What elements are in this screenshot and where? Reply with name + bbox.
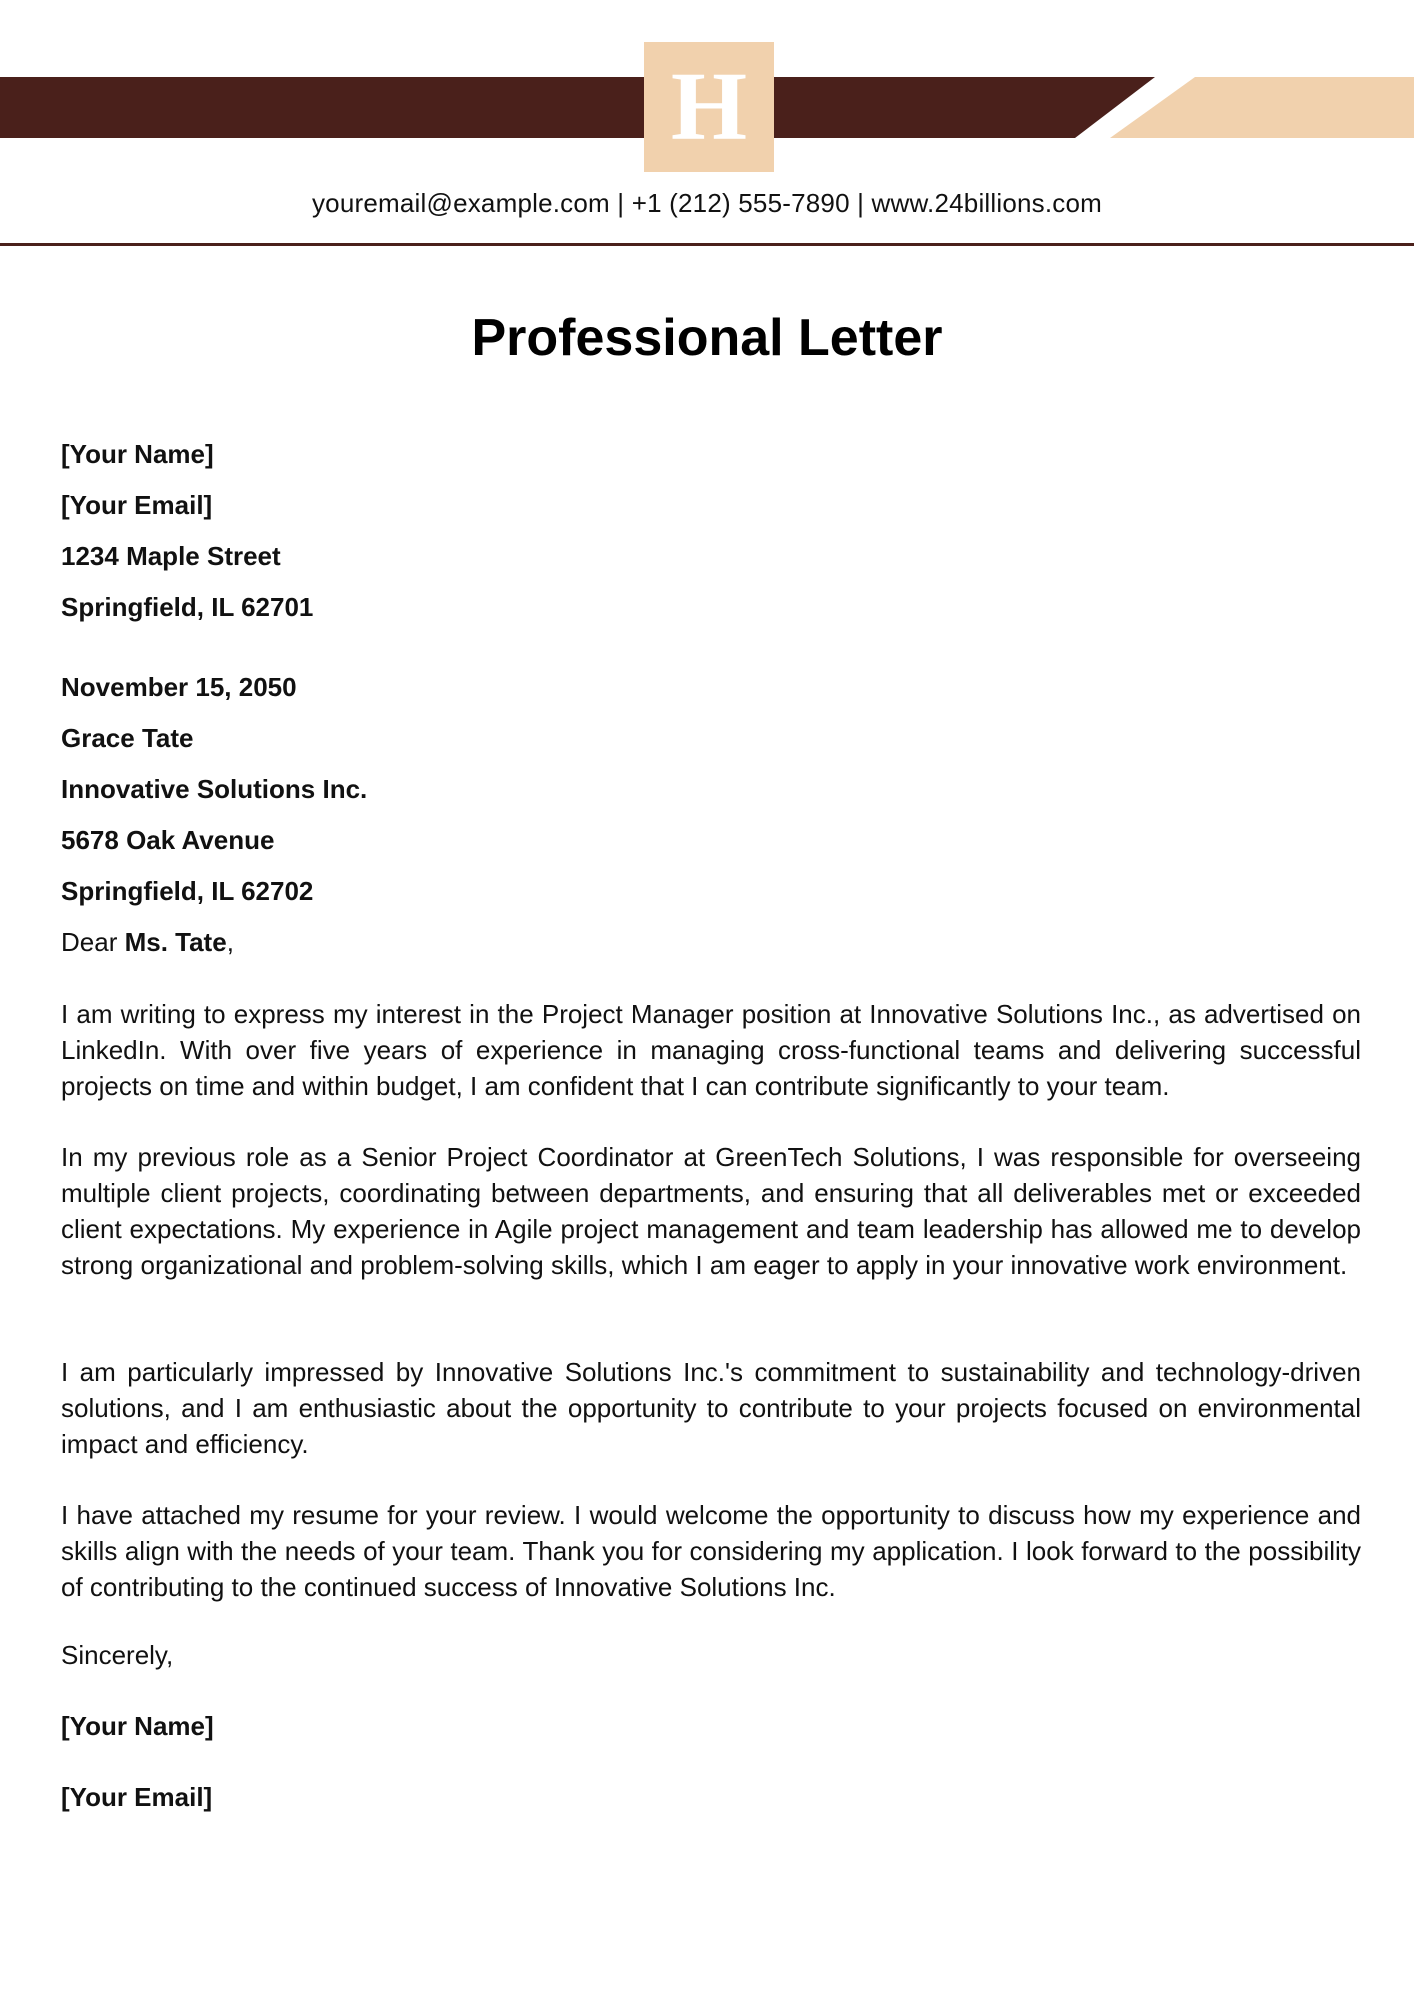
body-paragraph-1: I am writing to express my interest in the Project Manager position at Innovative Solutions Inc., as advertised on LinkedIn. With over five years of experience in managing cross-functional teams and delivering successful projects on time and within budget, I am confident that I can contribute significantly to your team. (61, 999, 1361, 1101)
sender-block (61, 429, 1361, 633)
signature-name: [Your Name] (61, 1711, 214, 1741)
salutation-name: Ms. Tate (124, 927, 227, 957)
signature-email: [Your Email] (61, 1782, 213, 1812)
sender-street: 1234 Maple Street (61, 541, 281, 571)
header-divider (0, 243, 1414, 246)
header-band-dark (0, 77, 1155, 138)
body-paragraph-3: I am particularly impressed by Innovative Solutions Inc.'s commitment to sustainability and technology-driven solutions, and I am enthusiastic about the opportunity to contribute to your projects focused on environmental impact and efficiency. (61, 1357, 1361, 1459)
recipient-name: Grace Tate (61, 723, 194, 753)
recipient-block (61, 662, 1361, 917)
closing: Sincerely, (61, 1640, 174, 1670)
sender-email: [Your Email] (61, 490, 213, 520)
sender-city: Springfield, IL 62701 (61, 592, 314, 622)
letter-date: November 15, 2050 (61, 672, 297, 702)
body-paragraph-4: I have attached my resume for your review. I would welcome the opportunity to discuss how my experience and skills align with the needs of your team. Thank you for considering my application. I look forward to the possibility of contributing to the continued success of Innovative Solutions Inc. (61, 1500, 1361, 1602)
recipient-city: Springfield, IL 62702 (61, 876, 314, 906)
recipient-company: Innovative Solutions Inc. (61, 774, 368, 804)
logo-letter: H (670, 53, 748, 161)
sender-name: [Your Name] (61, 439, 214, 469)
salutation-suffix: , (226, 927, 234, 957)
salutation (61, 917, 234, 968)
recipient-street: 5678 Oak Avenue (61, 825, 275, 855)
page-title: Professional Letter (471, 309, 943, 367)
logo-monogram (644, 42, 774, 172)
salutation-prefix: Dear (61, 927, 125, 957)
contact-line: youremail@example.com | +1 (212) 555-7890 | www.24billions.com (311, 188, 1103, 218)
header-band-light (1110, 77, 1414, 138)
body-paragraph-2: In my previous role as a Senior Project Coordinator at GreenTech Solutions, I was responsible for overseeing multiple client projects, coordinating between departments, and ensuring that all deliverables met or exceeded client expectations. My experience in Agile project management and team leadership has allowed me to develop strong organizational and problem-solving skills, which I am eager to apply in your innovative work environment. (61, 1142, 1361, 1280)
